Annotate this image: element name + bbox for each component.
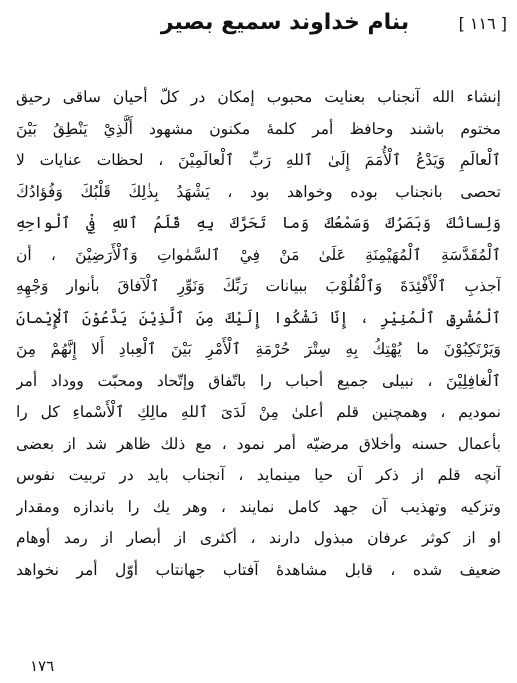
text-line: وتزكيه وتهذيب آن جهد كامل نمايند ، وهر يك را باندازه ومقدار [16, 497, 501, 516]
text-line: مختوم باشند وحافظ أمر كلمهٔ مكنون مشهود أَلَّذِيْ يَنْطِقُ بَيْنَ [16, 119, 501, 138]
text-line: وَيَرْتَكِبُوْنَ ما يُهْتِكُ بِهِ سِتْرَ حُرْمَةِ ٱلْأَمْرِ بَيْنَ ٱلْعِبادِ أَلا إِنَّهُمْ مِنَ [16, 340, 501, 358]
text-line: آنچه قلم از ذكر آن حيا مينمايد ، آنجناب بايد در تربيت نفوس [16, 466, 501, 484]
text-line: تحصى با‌نجناب بوده وخواهد بود ، يَشْهَدُ بِذٰلِكَ قَلْبُكَ وَفُؤادُكَ [16, 182, 501, 201]
tablet-number: [ ١١٦ ] [458, 14, 507, 33]
page-number: ١٧٦ [30, 657, 55, 675]
text-line: ضعيف شده ، قابل مشاهدهٔ آفتاب جهانتاب أوّل أمر نخواهد [16, 560, 501, 579]
text-line: ٱلْمُشْرِقِ ٱلْمُنِيْرِ ، إِنّا نَشْكُوا إِلَيْكَ مِنَ ٱلَّذِيْنَ يَدَّعُوْنَ ٱلْإِيْمانَ [16, 308, 501, 327]
page-title: بنام خداوند سميع بصير [160, 10, 410, 35]
text-line: ٱلْغافِلِيْنَ ، نبيلى جميع أحباب را باتّفاق وإتّحاد ومحبّت ووداد أمر [16, 371, 501, 390]
text-line: وَلِسانُكَ وَبَصَرُكَ وَسَمْعُكَ وَما تَحَرَّكَ بِهِ قَلَمُ ٱللهِ فِيْ ٱلْواحِهِ [16, 214, 501, 232]
text-line: ٱلْمُقَدَّسَةِ ٱلْمُهَيْمِنَةِ عَلَىٰ مَنْ فِيْ ٱلسَّمٰواتِ وَٱلْأَرَضِيْنَ ، أن [16, 245, 501, 264]
text-line: ٱلْعالَمِ وَيَدْعُ ٱلْأُمَمَ إِلَىٰ ٱللهِ رَبِّ ٱلْعالَمِيْنَ ، لحظات عنايات لا [16, 151, 501, 169]
text-line: إنشاء الله آنجناب بعنايت محبوب إمكان در كلّ أحيان ساقى رحيق [16, 88, 501, 106]
text-line: نموديم ، وهمچنين قلم أعلىٰ مِنْ لَدَىَ ٱللهِ مالِكِ ٱلْأَسْماءِ كل را [16, 403, 501, 421]
body-text [16, 82, 501, 586]
text-line: آجذبِ ٱلْأَفْئِدَةَ وَٱلْقُلُوْبَ ببيانات رَبِّكَ وَنَوِّرِ ٱلْآفاقَ بأنوار وَجْهِهِ [16, 277, 501, 295]
text-line: بأعمال حسنه وأخلاق مرضيّه أمر نمود ، مع ذلك ظاهر شد از بعضى [16, 434, 501, 453]
text-line: او از كوثر عرفان مبذول دارند ، أكثرى از أبصار از رمد أوهام [16, 529, 501, 547]
